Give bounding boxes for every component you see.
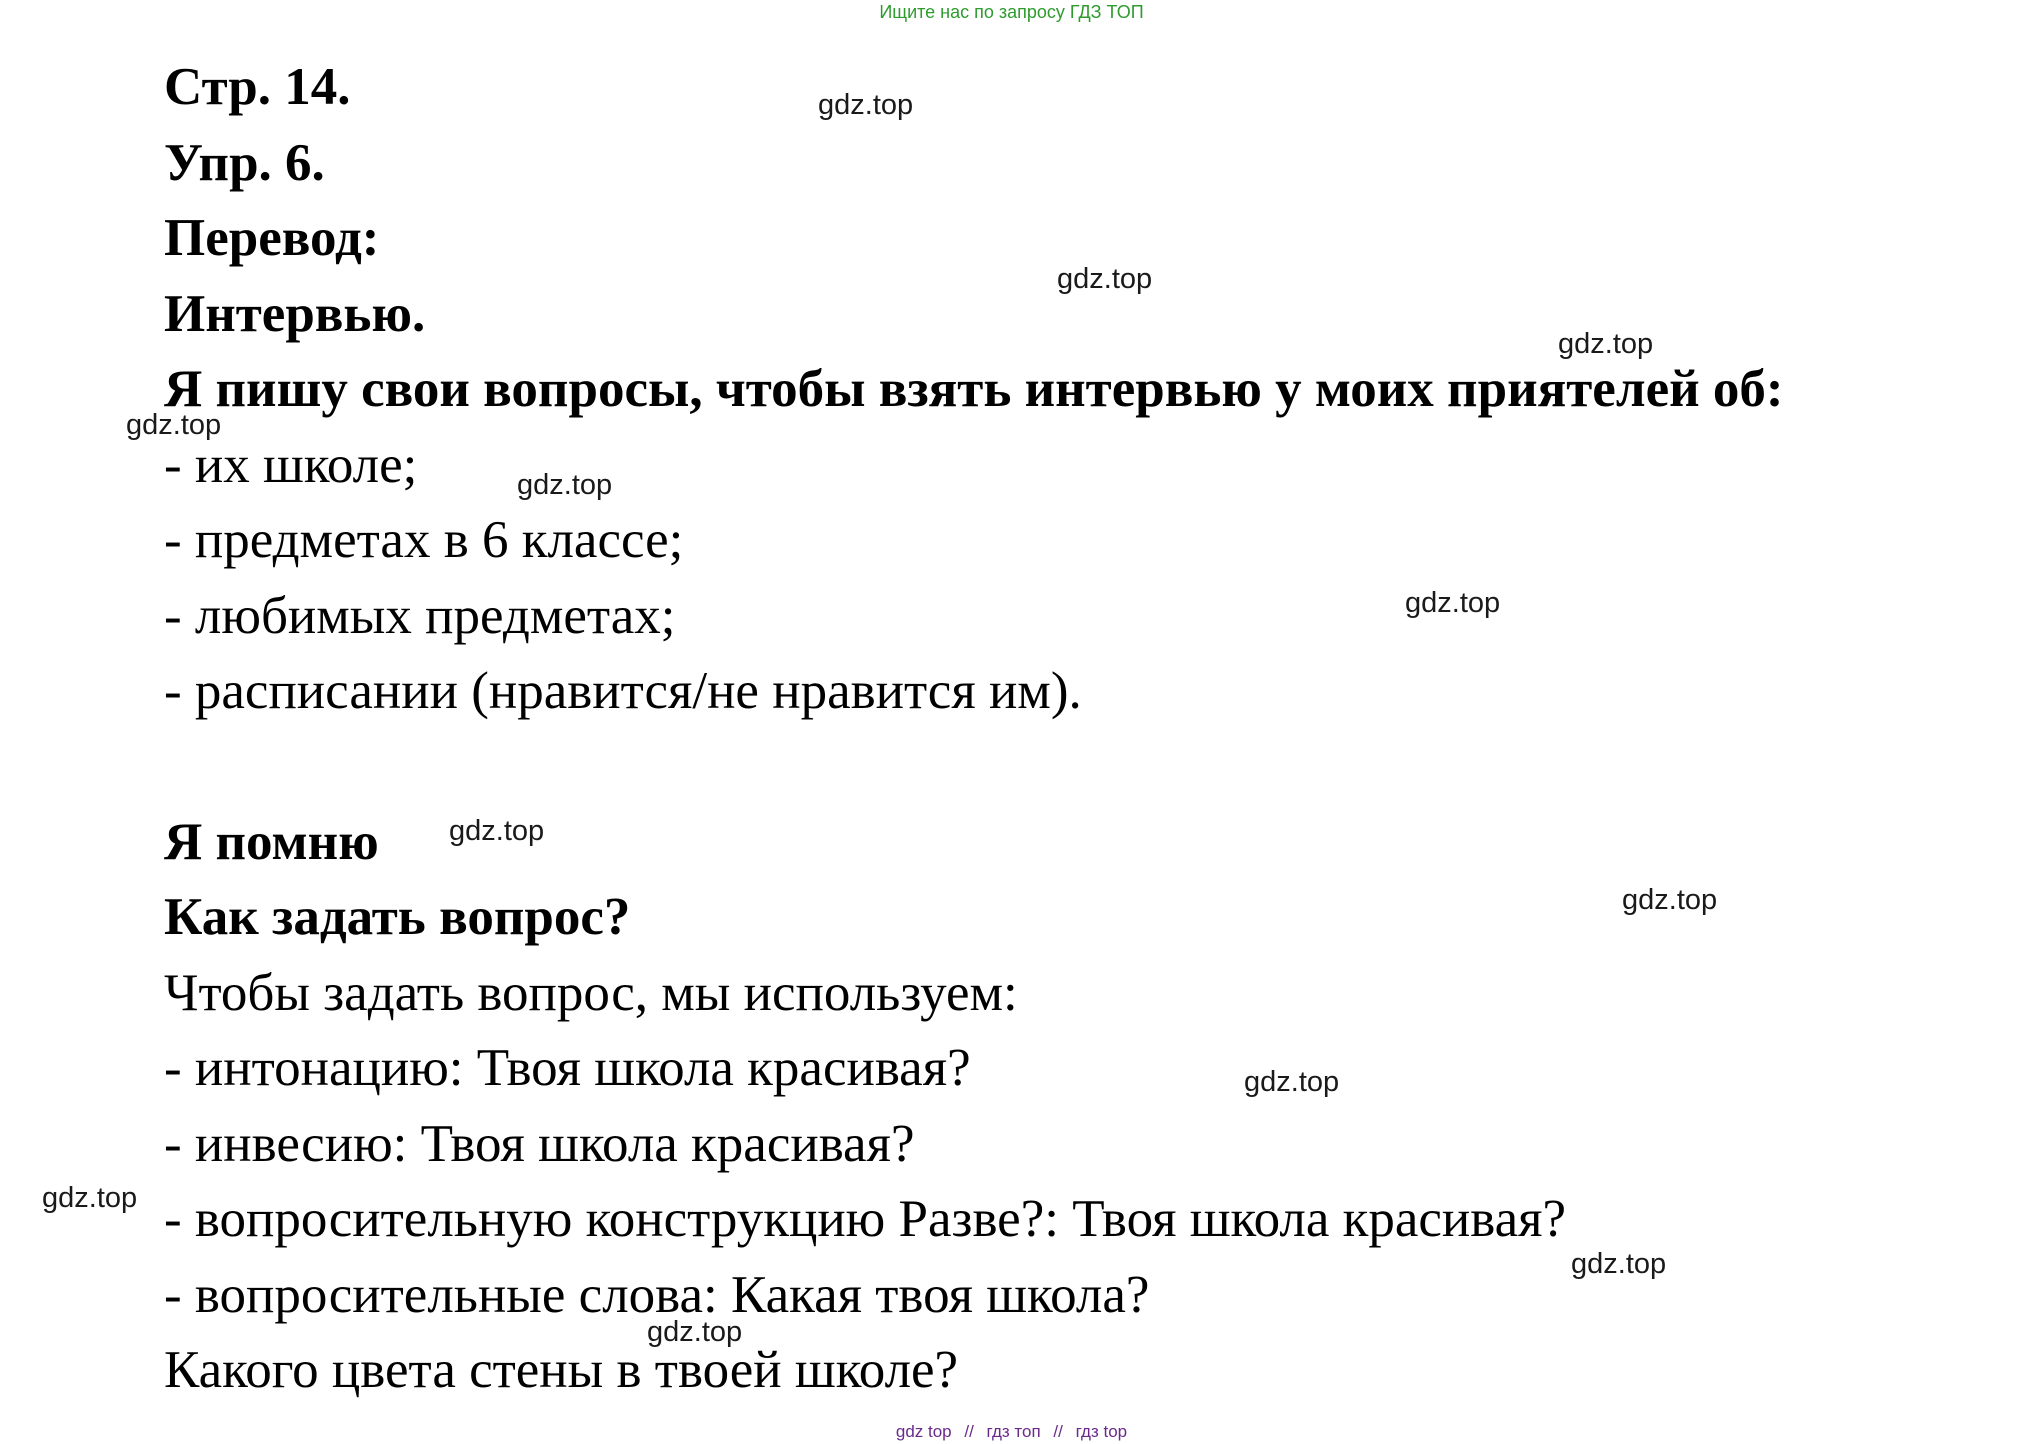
document-body [164, 50, 1784, 1409]
question-heading: Как задать вопрос? [164, 888, 631, 946]
watermark: gdz.top [1244, 1066, 1340, 1098]
watermark: gdz.top [818, 89, 914, 121]
watermark: gdz.top [1558, 328, 1654, 360]
topic-item: - любимых предметах; [164, 586, 676, 645]
watermark: gdz.top [1057, 263, 1153, 295]
watermark: gdz.top [517, 469, 613, 501]
page-label: Стр. 14. [164, 58, 351, 116]
method-item: - интонацию: Твоя школа красивая? [164, 1039, 971, 1097]
topic-item: - предметах в 6 классе; [164, 511, 684, 569]
watermark: gdz.top [449, 815, 545, 847]
top-banner: Ищите нас по запросу ГДЗ ТОП [879, 2, 1144, 22]
footer [0, 1422, 2023, 1442]
watermark: gdz.top [1405, 587, 1501, 619]
footer-link[interactable]: gdz top [895, 1422, 952, 1441]
intro-text: Я пишу свои вопросы, чтобы взять интервью у моих приятелей об: [164, 360, 1784, 418]
method-item: - инвесию: Твоя школа красивая? [164, 1114, 915, 1173]
interview-title: Интервью. [164, 284, 426, 343]
method-item: - вопросительные слова: Какая твоя школа? [164, 1265, 1150, 1324]
translation-label: Перевод: [164, 209, 380, 267]
remember-heading: Я помню [164, 812, 379, 871]
topic-item: - расписании (нравится/не нравится им). [164, 662, 1082, 720]
method-item: - вопросительную конструкцию Разве?: Твоя школа красивая? [164, 1190, 1567, 1248]
watermark: gdz.top [647, 1316, 743, 1348]
watermark: gdz.top [42, 1182, 138, 1214]
watermark: gdz.top [1622, 884, 1718, 916]
watermark: gdz.top [126, 409, 222, 441]
topic-item: - их школе; [164, 435, 418, 494]
question-intro: Чтобы задать вопрос, мы используем: [164, 963, 1018, 1022]
section-gap [164, 730, 1784, 805]
footer-separator: // [964, 1422, 974, 1441]
footer-link[interactable]: гдз топ [986, 1422, 1041, 1441]
footer-separator: // [1053, 1422, 1063, 1441]
last-line: Какого цвета стены в твоей школе? [164, 1341, 959, 1399]
exercise-label: Упр. 6. [164, 133, 325, 192]
watermark: gdz.top [1571, 1248, 1667, 1280]
footer-link[interactable]: гдз top [1075, 1422, 1128, 1441]
